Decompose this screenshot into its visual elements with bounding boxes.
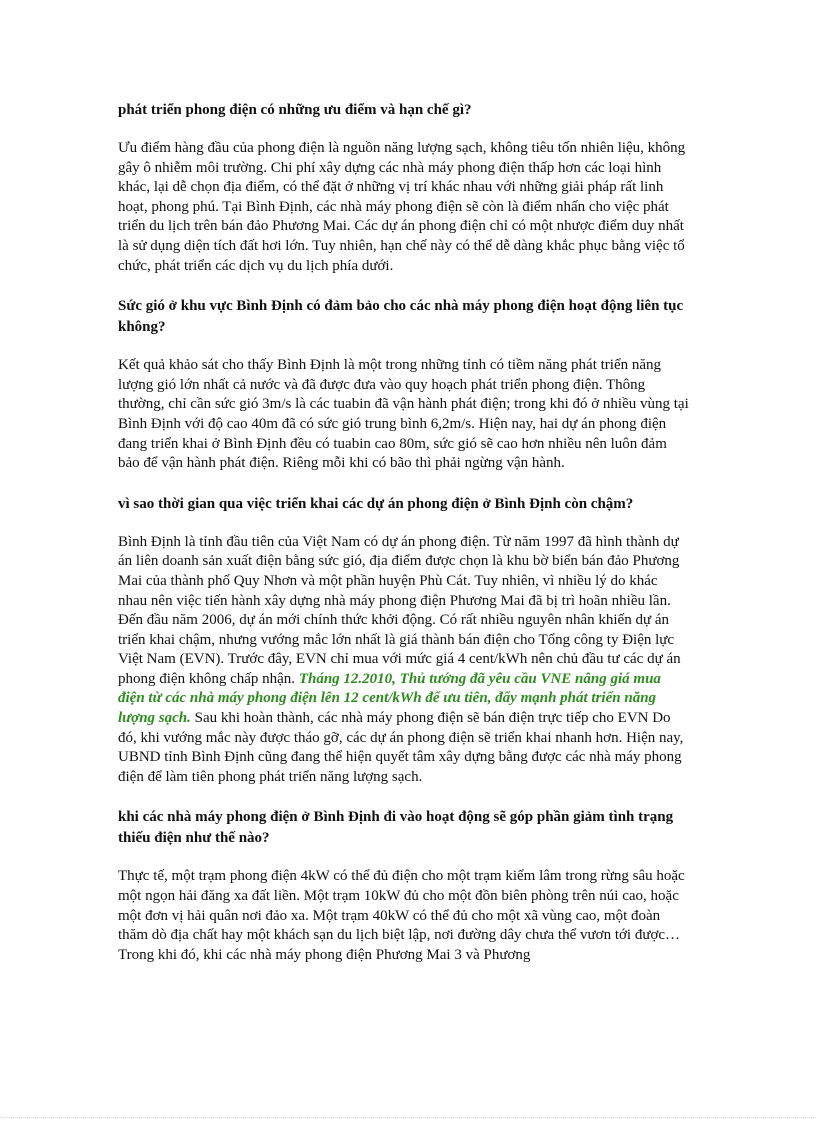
section-heading-4: khi các nhà máy phong điện ở Bình Định đi vào hoạt động sẽ góp phần giảm tình trạng thiếu điện như thế nào? bbox=[118, 809, 674, 847]
section-heading-3: vì sao thời gian qua việc triển khai các dự án phong điện ở Bình Định còn chậm? bbox=[118, 495, 634, 512]
section-body-2: Kết quả khảo sát cho thấy Bình Định là một trong những tỉnh có tiềm năng phát triển năng lượng gió lớn nhất cả nước và đã được đưa vào quy hoạch phát triển phong điện. Thông thường, chỉ cần sức gió 3m/s là các tuabin đã vận hành phát điện; trong khi đó ở nhiều vùng tại Bình Định với độ cao 40m đã có sức gió trung bình 6,2m/s. Hiện nay, hai dự án phong điện đang triển khai ở Bình Định đều có tuabin cao 80m, sức gió sẽ cao hơn nhiều nên luôn đảm bảo để vận hành phát điện. Riêng mỗi khi có bão thì phải ngừng vận hành. bbox=[118, 357, 689, 472]
document-page bbox=[118, 100, 690, 985]
section-body-3-text-before: Bình Định là tỉnh đầu tiên của Việt Nam có dự án phong điện. Từ năm 1997 đã hình thành dự án liên doanh sản xuất điện bằng sức gió, địa điểm được chọn là khu bờ biển bán đảo Phương Mai của thành phố Quy Nhơn và một phần huyện Phù Cát. Tuy nhiên, vì nhiều lý do khác nhau nên việc tiến hành xây dựng nhà máy phong điện Phương Mai đã bị trì hoãn nhiều lần. Đến đầu năm 2006, dự án mới chính thức khởi động. Có rất nhiều nguyên nhân khiến dự án triển khai chậm, nhưng vướng mắc lớn nhất là giá thành bán điện cho Tổng công ty Điện lực Việt Nam (EVN). Trước đây, EVN chỉ mua với mức giá 4 cent/kWh nên chủ đầu tư các dự án phong điện không chấp nhận. bbox=[118, 533, 681, 687]
page-bottom-divider bbox=[0, 1117, 816, 1118]
highlighted-quote: Tháng 12.2010, Thủ tướng đã yêu cầu VNE nâng giá mua điện từ các nhà máy phong điện lên 12 cent/kWh để ưu tiên, đẩy mạnh phát triển năng lượng sạch. bbox=[118, 670, 661, 727]
section-body-3-text-after: Sau khi hoàn thành, các nhà máy phong điện sẽ bán điện trực tiếp cho EVN Do đó, khi vướng mắc này được tháo gỡ, các dự án phong điện sẽ triển khai nhanh hơn. Hiện nay, UBND tỉnh Bình Định cũng đang thể hiện quyết tâm xây dựng bằng được các nhà máy phong điện để làm tiên phong phát triển năng lượng sạch. bbox=[118, 710, 684, 785]
section-body-4: Thực tế, một trạm phong điện 4kW có thể đủ điện cho một trạm kiểm lâm trong rừng sâu hoặc một ngọn hải đăng xa đất liền. Một trạm 10kW đủ cho một đồn biên phòng trên núi cao, hoặc một đơn vị hải quân nơi đảo xa. Một trạm 40kW có thể đủ cho một xã vùng cao, một đoàn thăm dò địa chất hay một khách sạn du lịch biệt lập, nơi đường dây chưa thể vươn tới được… Trong khi đó, khi các nhà máy phong điện Phương Mai 3 và Phương bbox=[118, 868, 685, 963]
section-heading-1: phát triển phong điện có những ưu điểm và hạn chế gì? bbox=[118, 102, 472, 118]
section-heading-2: Sức gió ở khu vực Bình Định có đảm bảo cho các nhà máy phong điện hoạt động liên tục không? bbox=[118, 298, 684, 336]
section-body-3 bbox=[118, 533, 690, 788]
section-body-1: Ưu điểm hàng đầu của phong điện là nguồn năng lượng sạch, không tiêu tốn nhiên liệu, không gây ô nhiễm môi trường. Chi phí xây dựng các nhà máy phong điện thấp hơn các loại hình khác, lại dễ chọn địa điểm, có thể đặt ở những vị trí khác nhau với những giải pháp rất linh hoạt, phong phú. Tại Bình Định, các nhà máy phong điện sẽ còn là điểm nhấn cho việc phát triển du lịch trên bán đảo Phương Mai. Các dự án phong điện chỉ có một nhược điểm duy nhất là sử dụng diện tích đất hơi lớn. Tuy nhiên, hạn chế này có thể dễ dàng khắc phục bằng việc tổ chức, phát triển các dịch vụ du lịch phía dưới. bbox=[118, 140, 686, 274]
